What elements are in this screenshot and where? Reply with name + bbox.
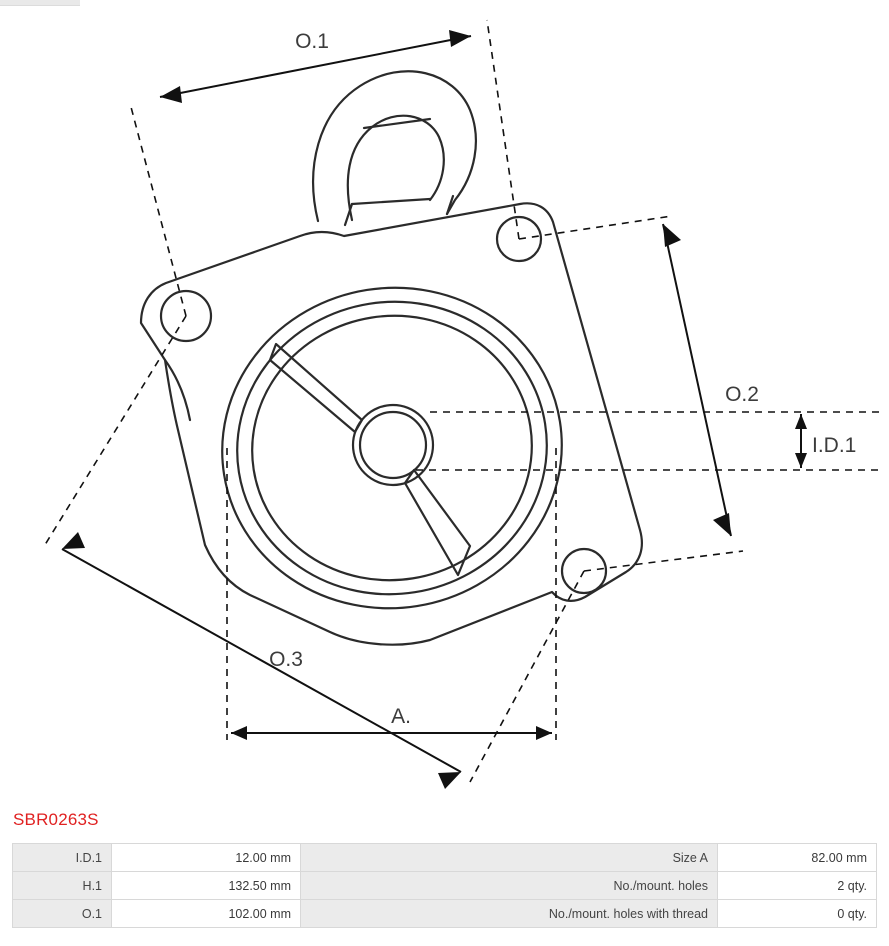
spec-value: 132.50 mm [112, 872, 301, 900]
spec-key: H.1 [13, 872, 112, 900]
bore-circles [199, 263, 585, 632]
spec-key: I.D.1 [13, 844, 112, 872]
spec-key: O.1 [13, 900, 112, 928]
table-row [13, 844, 877, 872]
dimension-label-id1: I.D.1 [812, 434, 857, 457]
mounting-holes [161, 217, 606, 593]
spec-key: No./mount. holes with thread [301, 900, 718, 928]
table-row [13, 872, 877, 900]
dimension-o3 [43, 316, 584, 789]
dimension-label-o3: O.3 [269, 648, 303, 671]
spec-key: Size A [301, 844, 718, 872]
table-row [13, 900, 877, 928]
radial-slots [270, 344, 470, 575]
dimension-label-o2: O.2 [725, 383, 759, 406]
spec-value: 0 qty. [718, 900, 877, 928]
specifications-table [12, 843, 877, 928]
spec-value: 102.00 mm [112, 900, 301, 928]
spec-value: 2 qty. [718, 872, 877, 900]
dimension-o1 [131, 20, 519, 316]
dimension-label-o1: O.1 [295, 30, 329, 53]
dimension-label-a: A. [391, 705, 411, 728]
part-code: SBR0263S [13, 810, 99, 829]
top-loop-feature [313, 71, 476, 225]
housing-outline [141, 203, 642, 644]
spec-value: 12.00 mm [112, 844, 301, 872]
spec-value: 82.00 mm [718, 844, 877, 872]
spec-key: No./mount. holes [301, 872, 718, 900]
